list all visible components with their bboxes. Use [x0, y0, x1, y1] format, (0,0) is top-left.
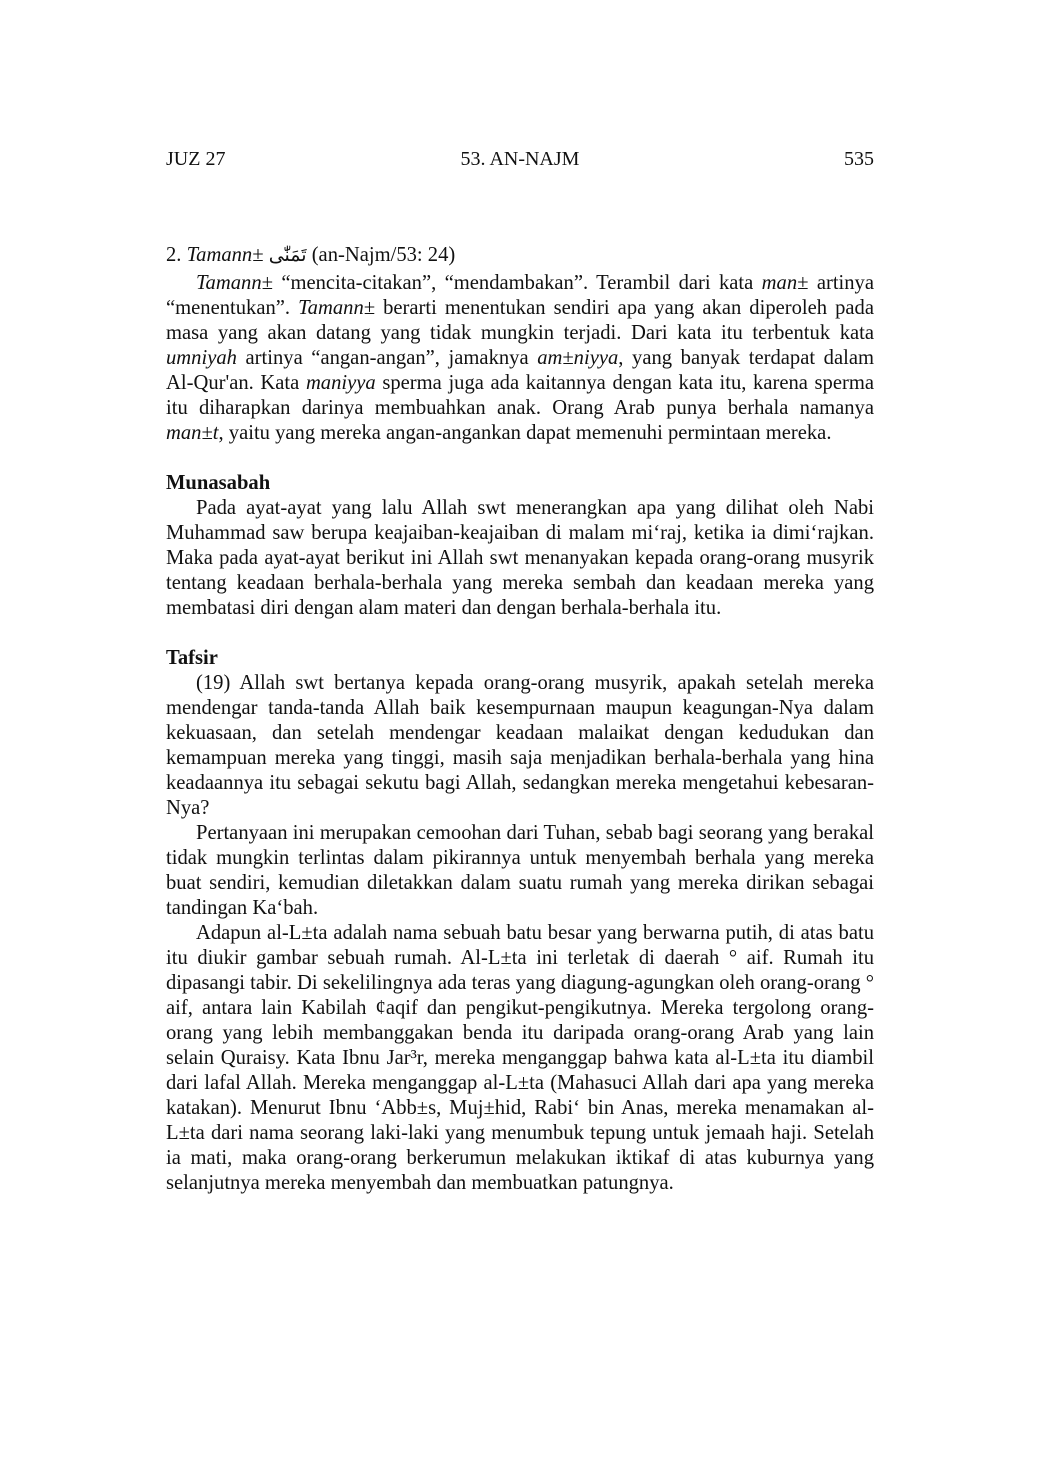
item-number: 2.	[166, 244, 182, 266]
tafsir-heading: Tafsir	[166, 647, 218, 669]
tafsir-paragraph-2: Pertanyaan ini merupakan cemoohan dari Tuhan, sebab bagi seorang yang berakal tidak mungkin terlintas dalam pikirannya untuk menyembah berhala yang mereka buat sendiri, kemudian diletakkan dalam suatu rumah yang mereka dirikan sebagai tandingan Ka‘bah.	[166, 822, 874, 919]
verse-reference: (an-Najm/53: 24)	[311, 244, 456, 266]
glossary-item-heading	[166, 243, 874, 268]
surah-title: 53. AN-NAJM	[460, 148, 580, 170]
tafsir-paragraph-1: (19) Allah swt bertanya kepada orang-orang musyrik, apakah setelah mereka mendengar tanda-tanda Allah baik kesempurnaan maupun keagungan-Nya dalam kekuasaan, dan setelah mendengar keadaan malaikat dengan kedudukan dan kemampuan mereka yang tinggi, masih saja menjadikan berhala-berhala yang hina keadaannya itu sebagai sekutu bagi Allah, sedangkan mereka mengetahui kebesaran-Nya?	[166, 672, 874, 819]
page-content	[166, 243, 874, 1196]
juz-label: JUZ 27	[166, 148, 226, 170]
tafsir-paragraph-3: Adapun al-L±ta adalah nama sebuah batu besar yang berwarna putih, di atas batu itu diukir gambar sebuah rumah. Al-L±ta ini terletak di daerah ° aif. Rumah itu dipasangi tabir. Di sekelilingnya ada teras yang diagung-agungkan oleh orang-orang ° aif, antara lain Kabilah ¢aqif dan pengikut-pengikutnya. Mereka tergolong orang-orang yang lebih membanggakan benda itu daripada orang-orang Arab yang lain selain Quraisy. Kata Ibnu Jar³r, mereka menganggap bahwa kata al-L±ta itu diambil dari lafal Allah. Mereka menganggap al-L±ta (Mahasuci Allah dari apa yang mereka katakan). Menurut Ibnu ‘Abb±s, Muj±hid, Rabi‘ bin Anas, mereka menamakan al-L±ta dari nama seorang laki-laki yang menumbuk tepung untuk jemaah haji. Setelah ia mati, maka orang-orang berkerumun melakukan iktikaf di atas kuburnya yang selanjutnya mereka menyembah dan membuatkan patungnya.	[166, 922, 874, 1194]
munasabah-heading: Munasabah	[166, 472, 271, 494]
arabic-term: تَمَنّٰى	[268, 244, 307, 266]
munasabah-paragraph: Pada ayat-ayat yang lalu Allah swt menerangkan apa yang dilihat oleh Nabi Muhammad saw berupa keajaiban-keajaiban di malam mi‘raj, ketika ia dimi‘rajkan. Maka pada ayat-ayat berikut ini Allah swt menanyakan kepada orang-orang musyrik tentang keadaan berhala-berhala yang mereka sembah dan keadaan mereka yang membatasi diri dengan alam materi dan dengan berhala-berhala itu.	[166, 497, 874, 619]
glossary-definition: Tamann± “mencita-citakan”, “mendambakan”. Terambil dari kata man± artinya “menentukan”. Tamann± berarti menentukan sendiri apa yang akan diperoleh pada masa yang akan datang yang tidak mungkin terjadi. Dari kata itu terbentuk kata umniyah artinya “angan-angan”, jamaknya am±niyya, yang banyak terdapat dalam Al-Qur'an. Kata maniyya sperma juga ada kaitannya dengan kata itu, karena sperma itu diharapkan darinya membuahkan anak. Orang Arab punya berhala namanya man±t, yaitu yang mereka angan-angankan dapat memenuhi permintaan mereka.	[166, 272, 875, 444]
running-header	[166, 146, 874, 172]
item-term: Tamann±	[186, 244, 264, 266]
page-number: 535	[844, 148, 874, 170]
